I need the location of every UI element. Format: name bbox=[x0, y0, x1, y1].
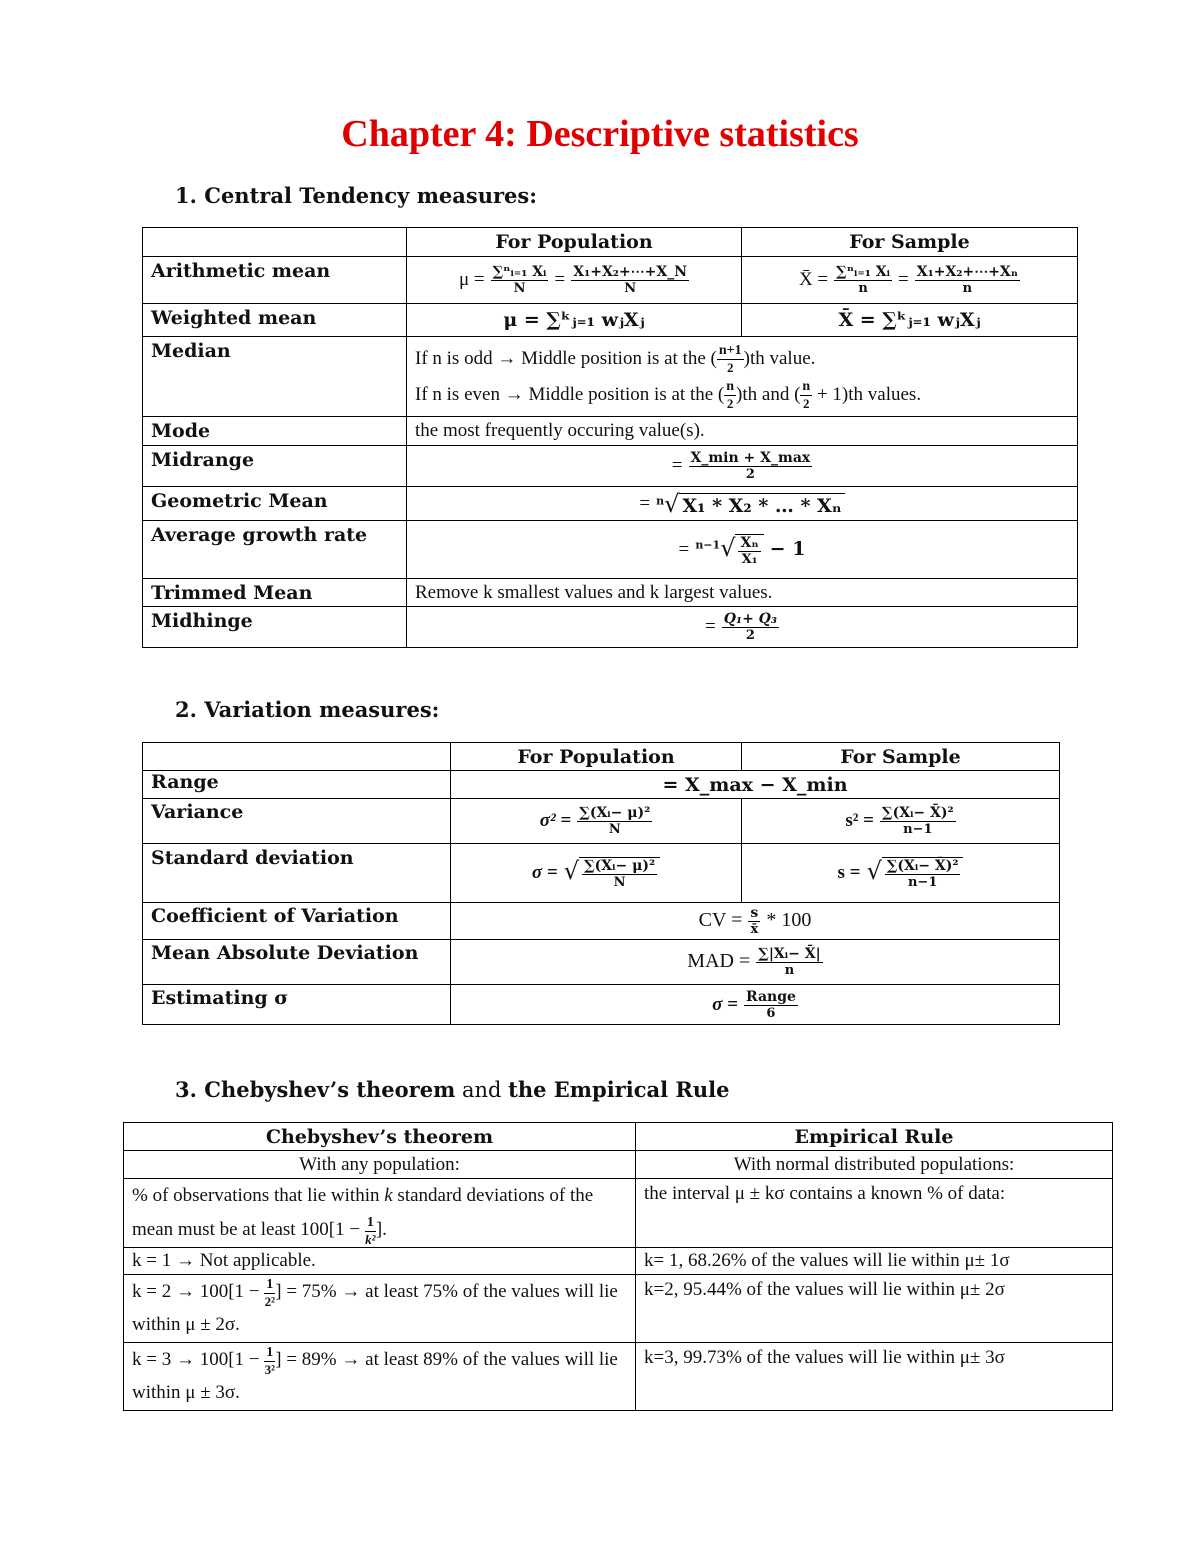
header-chebyshev: Chebyshev’s theorem bbox=[124, 1123, 636, 1151]
median-description: If n is odd → Middle position is at the ( $\frac{n+1}{2}$ )th value. If n is even → Middle position is at the ( $\frac{n}{2}$ )th and ( $\frac{n}{2}$ + 1)th values. bbox=[407, 337, 1078, 417]
header-population: For Population bbox=[451, 743, 742, 771]
row-label-median: Median bbox=[143, 337, 407, 417]
variance-pop-formula: σ² = $\frac{\text{∑(Xᵢ− μ)²}}{N}$ bbox=[451, 799, 742, 844]
chebyshev-k1: k = 1 → Not applicable. bbox=[124, 1248, 636, 1275]
stdev-pop-formula: σ = √ $\frac{\text{∑(Xᵢ− μ)²}}{N}$ bbox=[451, 844, 742, 903]
central-tendency-table bbox=[142, 227, 1078, 648]
midrange-formula: = X_min + X_max 2 bbox=[407, 446, 1078, 487]
arith-samp-formula: X̄ = $\frac{\text{∑ⁿᵢ₌₁ Xᵢ}}{n}$ = $\frac{\text{X₁+X₂+⋯+Xₙ}}{n}$ bbox=[742, 257, 1078, 304]
chebyshev-k2: k = 2 → 100[1 − $\frac{1}{\text{2²}}$ ] = 75% → at least 75% of the values will lie within μ ± 2σ. bbox=[124, 1275, 636, 1343]
cv-formula: CV = $\frac{s}{x̄}$ * 100 bbox=[451, 903, 1060, 940]
row-label-standard-deviation: Standard deviation bbox=[143, 844, 451, 903]
row-label-midhinge: Midhinge bbox=[143, 607, 407, 648]
weighted-pop-formula: μ = ∑ᵏⱼ₌₁ wⱼXⱼ bbox=[407, 304, 742, 337]
empirical-subheader: With normal distributed populations: bbox=[636, 1151, 1113, 1179]
row-label-geometric-mean: Geometric Mean bbox=[143, 487, 407, 521]
geometric-mean-formula: = $^n$√ X₁ * X₂ * … * Xₙ bbox=[407, 487, 1078, 521]
row-label-coefficient-of-variation: Coefficient of Variation bbox=[143, 903, 451, 940]
growth-rate-formula: = $^{n-1}$√ $\frac{\text{Xₙ}}{\text{X₁}}$ − 1 bbox=[407, 521, 1078, 579]
row-label-mode: Mode bbox=[143, 417, 407, 446]
row-label-variance: Variance bbox=[143, 799, 451, 844]
chebyshev-k3: k = 3 → 100[1 − $\frac{1}{\text{3²}}$ ] = 89% → at least 89% of the values will lie within μ ± 3σ. bbox=[124, 1343, 636, 1411]
chebyshev-empirical-table bbox=[123, 1122, 1113, 1411]
row-label-mean-absolute-deviation: Mean Absolute Deviation bbox=[143, 940, 451, 985]
header-empirical-rule: Empirical Rule bbox=[636, 1123, 1113, 1151]
weighted-samp-formula: X̄ = ∑ᵏⱼ₌₁ wⱼXⱼ bbox=[742, 304, 1078, 337]
empirical-k2: k=2, 95.44% of the values will lie within μ± 2σ bbox=[636, 1275, 1113, 1343]
header-sample: For Sample bbox=[742, 743, 1060, 771]
arith-pop-formula: μ = $\frac{\text{∑ⁿᵢ₌₁ Xᵢ}}{N}$ = $\frac{\text{X₁+X₂+⋯+X\_N}}{N}$ bbox=[407, 257, 742, 304]
mad-formula: MAD = $\frac{\text{∑|Xᵢ− X̄|}}{n}$ bbox=[451, 940, 1060, 985]
midhinge-formula: = $\frac{\text{Q₁+ Q₃}}{2}$ bbox=[407, 607, 1078, 648]
section-heading-chebyshev: 3. Chebyshev’s theorem and the Empirical Rule bbox=[175, 1077, 730, 1102]
row-label-range: Range bbox=[143, 771, 451, 799]
header-population: For Population bbox=[407, 228, 742, 257]
stdev-samp-formula: s = √ $\frac{\text{∑(Xᵢ− X̄)²}}{n-1}$ bbox=[742, 844, 1060, 903]
variation-table bbox=[142, 742, 1060, 1025]
chebyshev-definition: % of observations that lie within k standard deviations of the mean must be at least 100[1 − $\frac{1}{\text{k²}}$ ]. bbox=[124, 1179, 636, 1248]
section-heading-central: 1. Central Tendency measures: bbox=[175, 183, 537, 208]
variance-samp-formula: s² = $\frac{\text{∑(Xᵢ− X̄)²}}{n-1}$ bbox=[742, 799, 1060, 844]
empty-header-cell bbox=[143, 228, 407, 257]
header-sample: For Sample bbox=[742, 228, 1078, 257]
row-label-average-growth-rate: Average growth rate bbox=[143, 521, 407, 579]
row-label-weighted-mean: Weighted mean bbox=[143, 304, 407, 337]
row-label-midrange: Midrange bbox=[143, 446, 407, 487]
page-title: Chapter 4: Descriptive statistics bbox=[341, 113, 859, 155]
empirical-k3: k=3, 99.73% of the values will lie within μ± 3σ bbox=[636, 1343, 1113, 1411]
section-heading-variation: 2. Variation measures: bbox=[175, 697, 440, 722]
empty-header-cell bbox=[143, 743, 451, 771]
empirical-k1: k= 1, 68.26% of the values will lie within μ± 1σ bbox=[636, 1248, 1113, 1275]
row-label-trimmed-mean: Trimmed Mean bbox=[143, 579, 407, 607]
empirical-definition: the interval μ ± kσ contains a known % of data: bbox=[636, 1179, 1113, 1248]
trimmed-mean-description: Remove k smallest values and k largest values. bbox=[407, 579, 1078, 607]
mode-description: the most frequently occuring value(s). bbox=[407, 417, 1078, 446]
row-label-arithmetic-mean: Arithmetic mean bbox=[143, 257, 407, 304]
chebyshev-subheader: With any population: bbox=[124, 1151, 636, 1179]
estimating-sigma-formula: σ = Range 6 bbox=[451, 985, 1060, 1025]
range-formula: = X_max − X_min bbox=[451, 771, 1060, 799]
row-label-estimating-sigma: Estimating σ bbox=[143, 985, 451, 1025]
